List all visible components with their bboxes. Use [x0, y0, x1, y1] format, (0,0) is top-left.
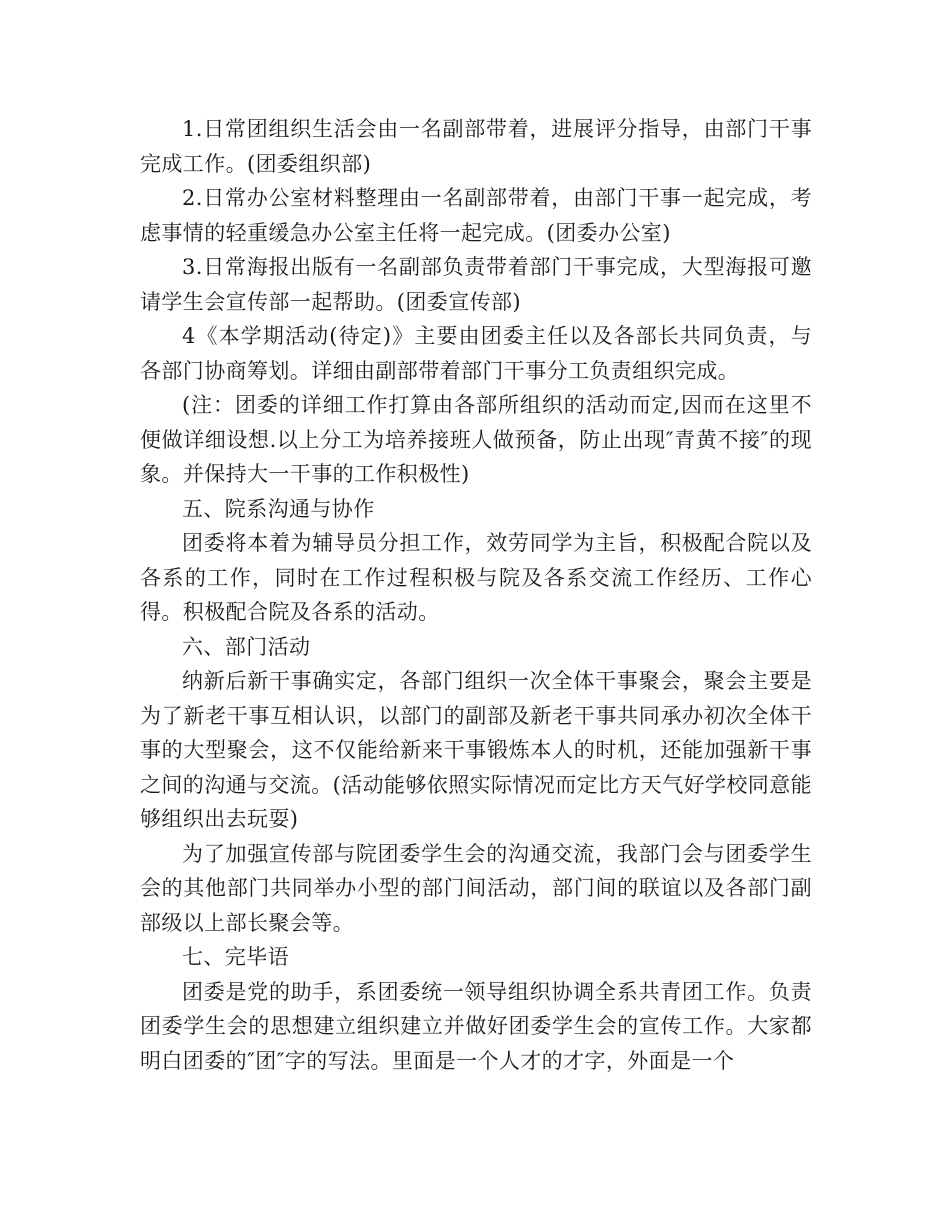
paragraph-section-7: 团委是党的助手，系团委统一领导组织协调全系共青团工作。负责团委学生会的思想建立组织建立并做好团委学生会的宣传工作。大家都明白团委的″团″字的写法。里面是一个人才的才字，外面是一个 [140, 979, 812, 1073]
paragraph-item-2: 2.日常办公室材料整理由一名副部带着，由部门干事一起完成，考虑事情的轻重缓急办公室主任将一起完成。(团委办公室) [140, 186, 812, 245]
paragraph-item-1: 1.日常团组织生活会由一名副部带着，进展评分指导，由部门干事完成工作。(团委组织部) [140, 117, 812, 176]
paragraph-section-6b: 为了加强宣传部与院团委学生会的沟通交流，我部门会与团委学生会的其他部门共同举办小型的部门间活动，部门间的联谊以及各部门副部级以上部长聚会等。 [140, 841, 812, 935]
paragraph-section-5: 团委将本着为辅导员分担工作，效劳同学为主旨，积极配合院以及各系的工作，同时在工作过程积极与院及各系交流工作经历、工作心得。积极配合院及各系的活动。 [140, 531, 812, 624]
paragraph-item-4: 4《本学期活动(待定)》主要由团委主任以及各部长共同负责，与各部门协商筹划。详细由副部带着部门干事分工负责组织完成。 [140, 324, 812, 383]
paragraph-item-3: 3.日常海报出版有一名副部负责带着部门干事完成，大型海报可邀请学生会宣传部一起帮助。(团委宣传部) [140, 255, 812, 314]
section-heading-6: 六、部门活动 [182, 634, 311, 659]
paragraph-section-6a: 纳新后新干事确实定，各部门组织一次全体干事聚会，聚会主要是为了新老干事互相认识，以部门的副部及新老干事共同承办初次全体干事的大型聚会，这不仅能给新来干事锻炼本人的时机，还能加强新干事之间的沟通与交流。(活动能够依照实际情况而定比方天气好学校同意能够组织出去玩耍) [140, 669, 812, 831]
section-heading-7: 七、完毕语 [182, 945, 289, 969]
document-body [140, 112, 812, 1078]
section-heading-5: 五、院系沟通与协作 [182, 496, 375, 521]
paragraph-note: (注：团委的详细工作打算由各部所组织的活动而定,因而在这里不便做详细设想.以上分工为培养接班人做预备，防止出现″青黄不接″的现象。并保持大一干事的工作积极性) [140, 393, 812, 486]
